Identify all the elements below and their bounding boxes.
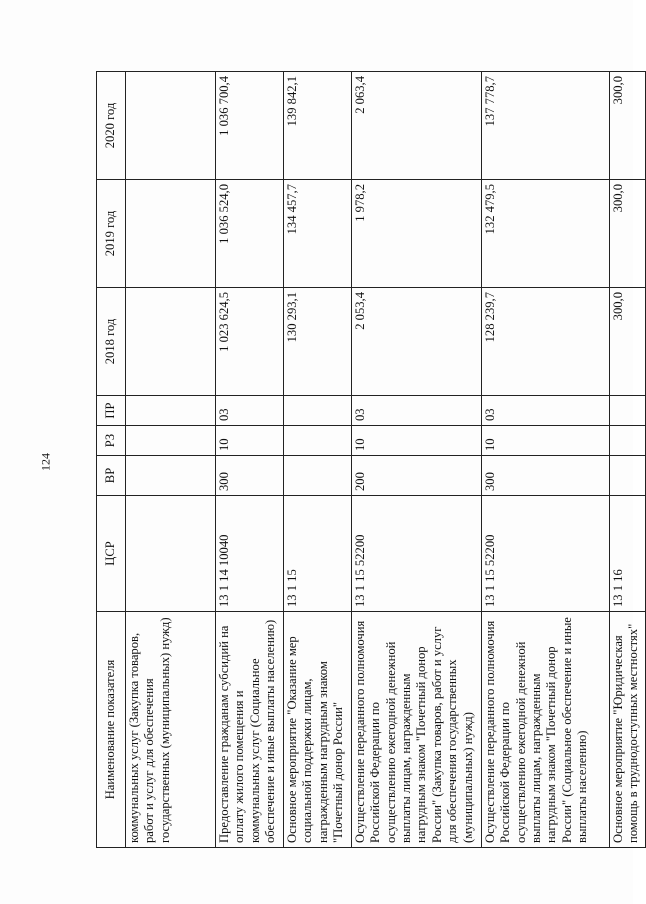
- header-2018: 2018 год: [97, 288, 126, 396]
- cell-csr: 13 1 14 10040: [216, 496, 284, 612]
- cell-csr: [126, 496, 216, 612]
- cell-csr: 13 1 15: [284, 496, 352, 612]
- header-2019: 2019 год: [97, 180, 126, 288]
- cell-2018: 130 293,1: [284, 288, 352, 396]
- table-row: [352, 72, 482, 848]
- table-row: [216, 72, 284, 848]
- cell-pr: [610, 396, 646, 426]
- cell-2018: 300,0: [610, 288, 646, 396]
- cell-2020: 2 063,4: [352, 72, 482, 180]
- table-row: [126, 72, 216, 848]
- cell-vr: [610, 456, 646, 496]
- cell-2020: 300,0: [610, 72, 646, 180]
- cell-rz: [284, 426, 352, 456]
- header-name: Наименование показателя: [97, 612, 126, 848]
- cell-vr: [126, 456, 216, 496]
- cell-csr: 13 1 15 52200: [352, 496, 482, 612]
- cell-pr: 03: [352, 396, 482, 426]
- cell-name: Осуществление переданного полномочия Российской Федерации по осуществлению ежегодной денежной выплаты лицам, награжденным нагрудным знаком "Почетный донор России" (Социальное обеспечение и иные выплаты населению): [482, 612, 610, 848]
- header-rz: РЗ: [97, 426, 126, 456]
- cell-2020: 1 036 700,4: [216, 72, 284, 180]
- page-number: 124: [38, 453, 53, 471]
- cell-2019: [126, 180, 216, 288]
- cell-2019: 132 479,5: [482, 180, 610, 288]
- cell-2020: [126, 72, 216, 180]
- cell-rz: [126, 426, 216, 456]
- cell-vr: 300: [216, 456, 284, 496]
- cell-2018: 128 239,7: [482, 288, 610, 396]
- header-csr: ЦСР: [97, 496, 126, 612]
- cell-2020: 139 842,1: [284, 72, 352, 180]
- cell-csr: 13 1 15 52200: [482, 496, 610, 612]
- budget-table: [96, 71, 646, 848]
- cell-2019: 300,0: [610, 180, 646, 288]
- cell-pr: 03: [482, 396, 610, 426]
- table-row: [284, 72, 352, 848]
- header-2020: 2020 год: [97, 72, 126, 180]
- cell-name: коммунальных услуг (Закупка товаров, работ и услуг для обеспечения государственных (муниципальных) нужд): [126, 612, 216, 848]
- cell-name: Осуществление переданного полномочия Российской Федерации по осуществлению ежегодной денежной выплаты лицам, награжденным нагрудным знаком "Почетный донор России" (Закупка товаров, работ и услуг для обеспечения государственных (муниципальных) нужд): [352, 612, 482, 848]
- cell-2019: 1 978,2: [352, 180, 482, 288]
- cell-pr: 03: [216, 396, 284, 426]
- cell-2018: 1 023 624,5: [216, 288, 284, 396]
- cell-name: Основное мероприятие "Оказание мер социальной поддержки лицам, награжденным нагрудным знаком "Почетный донор России": [284, 612, 352, 848]
- table-header-row: [97, 72, 126, 848]
- cell-2020: 137 778,7: [482, 72, 610, 180]
- cell-pr: [284, 396, 352, 426]
- cell-rz: 10: [216, 426, 284, 456]
- header-pr: ПР: [97, 396, 126, 426]
- cell-name: Предоставление гражданам субсидий на оплату жилого помещения и коммунальных услуг (Социальное обеспечение и иные выплаты населению): [216, 612, 284, 848]
- cell-vr: [284, 456, 352, 496]
- cell-2019: 134 457,7: [284, 180, 352, 288]
- cell-2018: 2 053,4: [352, 288, 482, 396]
- table-row: [482, 72, 610, 848]
- cell-2019: 1 036 524,0: [216, 180, 284, 288]
- table-row: [610, 72, 646, 848]
- cell-2018: [126, 288, 216, 396]
- rotated-table-container: [96, 72, 641, 848]
- cell-vr: 200: [352, 456, 482, 496]
- cell-rz: 10: [352, 426, 482, 456]
- cell-rz: 10: [482, 426, 610, 456]
- cell-name: Основное мероприятие "Юридическая помощь в труднодоступных местностях": [610, 612, 646, 848]
- cell-pr: [126, 396, 216, 426]
- cell-rz: [610, 426, 646, 456]
- header-vr: ВР: [97, 456, 126, 496]
- cell-csr: 13 1 16: [610, 496, 646, 612]
- cell-vr: 300: [482, 456, 610, 496]
